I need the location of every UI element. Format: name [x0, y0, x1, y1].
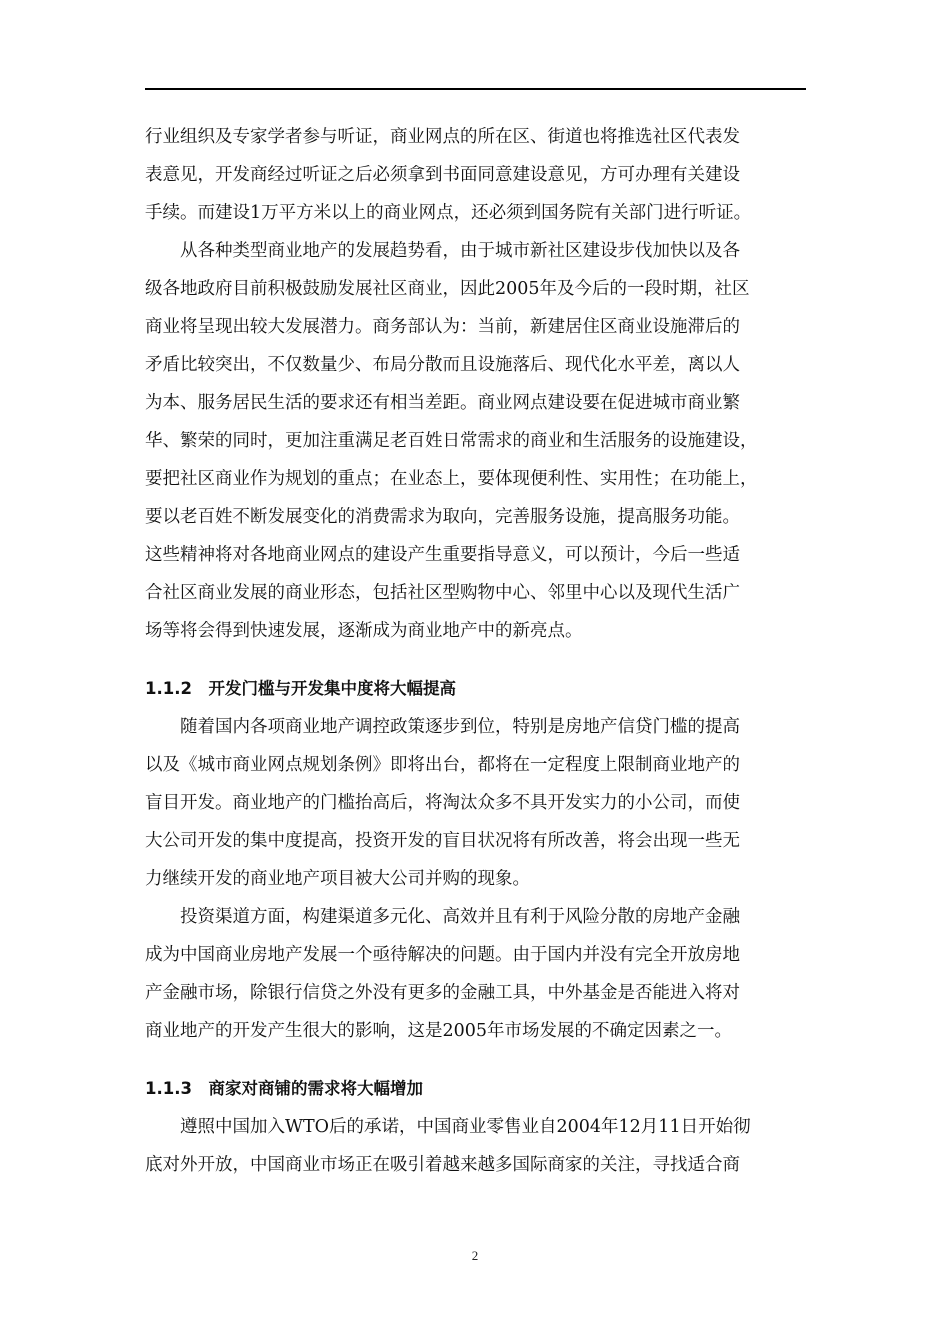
- text-line: 成为中国商业房地产发展一个亟待解决的问题。由于国内并没有完全开放房地: [145, 945, 740, 965]
- section-gap: [145, 1050, 815, 1070]
- text-line: 华、繁荣的同时，更加注重满足老百姓日常需求的商业和生活服务的设施建设，: [145, 431, 758, 451]
- text-line: 投资渠道方面，构建渠道多元化、高效并且有利于风险分散的房地产金融: [180, 907, 740, 927]
- text-line: 为本、服务居民生活的要求还有相当差距。商业网点建设要在促进城市商业繁: [145, 393, 740, 413]
- paragraph: [145, 1108, 815, 1184]
- paragraph: [145, 232, 815, 650]
- paragraph: [145, 898, 815, 1050]
- text-line: 这些精神将对各地商业网点的建设产生重要指导意义，可以预计，今后一些适: [145, 545, 740, 565]
- text-line: 以及《城市商业网点规划条例》即将出台，都将在一定程度上限制商业地产的: [145, 755, 740, 775]
- page-number: 2: [471, 1248, 479, 1263]
- text-line: 商业将呈现出较大发展潜力。商务部认为：当前，新建居住区商业设施滞后的: [145, 317, 740, 337]
- text-line: 表意见，开发商经过听证之后必须拿到书面同意建设意见，方可办理有关建设: [145, 165, 740, 185]
- text-line: 要把社区商业作为规划的重点；在业态上，要体现便利性、实用性；在功能上，: [145, 469, 758, 489]
- section-heading-1-1-2: 1.1.2 开发门槛与开发集中度将大幅提高: [145, 679, 456, 698]
- text-line: 从各种类型商业地产的发展趋势看，由于城市新社区建设步伐加快以及各: [180, 241, 740, 261]
- text-line: 力继续开发的商业地产项目被大公司并购的现象。: [145, 869, 530, 889]
- page-body: [145, 118, 815, 1184]
- paragraph: [145, 708, 815, 898]
- text-line: 手续。而建设1万平方米以上的商业网点，还必须到国务院有关部门进行听证。: [145, 203, 752, 223]
- paragraph: [145, 118, 815, 232]
- text-line: 产金融市场，除银行信贷之外没有更多的金融工具，中外基金是否能进入将对: [145, 983, 740, 1003]
- text-line: 随着国内各项商业地产调控政策逐步到位，特别是房地产信贷门槛的提高: [180, 717, 740, 737]
- text-line: 合社区商业发展的商业形态，包括社区型购物中心、邻里中心以及现代生活广: [145, 583, 740, 603]
- text-line: 大公司开发的集中度提高，投资开发的盲目状况将有所改善，将会出现一些无: [145, 831, 740, 851]
- text-line: 行业组织及专家学者参与听证，商业网点的所在区、街道也将推选社区代表发: [145, 127, 740, 147]
- text-line: 要以老百姓不断发展变化的消费需求为取向，完善服务设施，提高服务功能。: [145, 507, 740, 527]
- text-line: 商业地产的开发产生很大的影响，这是2005年市场发展的不确定因素之一。: [145, 1021, 733, 1041]
- section-heading-1-1-3: 1.1.3 商家对商铺的需求将大幅增加: [145, 1079, 423, 1098]
- text-line: 遵照中国加入WTO后的承诺，中国商业零售业自2004年12月11日开始彻: [180, 1117, 751, 1137]
- text-line: 场等将会得到快速发展，逐渐成为商业地产中的新亮点。: [145, 621, 583, 641]
- section-gap: [145, 650, 815, 670]
- text-line: 矛盾比较突出，不仅数量少、布局分散而且设施落后、现代化水平差，离以人: [145, 355, 740, 375]
- text-line: 级各地政府目前积极鼓励发展社区商业，因此2005年及今后的一段时期，社区: [145, 279, 750, 299]
- text-line: 底对外开放，中国商业市场正在吸引着越来越多国际商家的关注，寻找适合商: [145, 1155, 740, 1175]
- header-rule: [145, 88, 806, 90]
- text-line: 盲目开发。商业地产的门槛抬高后，将淘汰众多不具开发实力的小公司，而使: [145, 793, 740, 813]
